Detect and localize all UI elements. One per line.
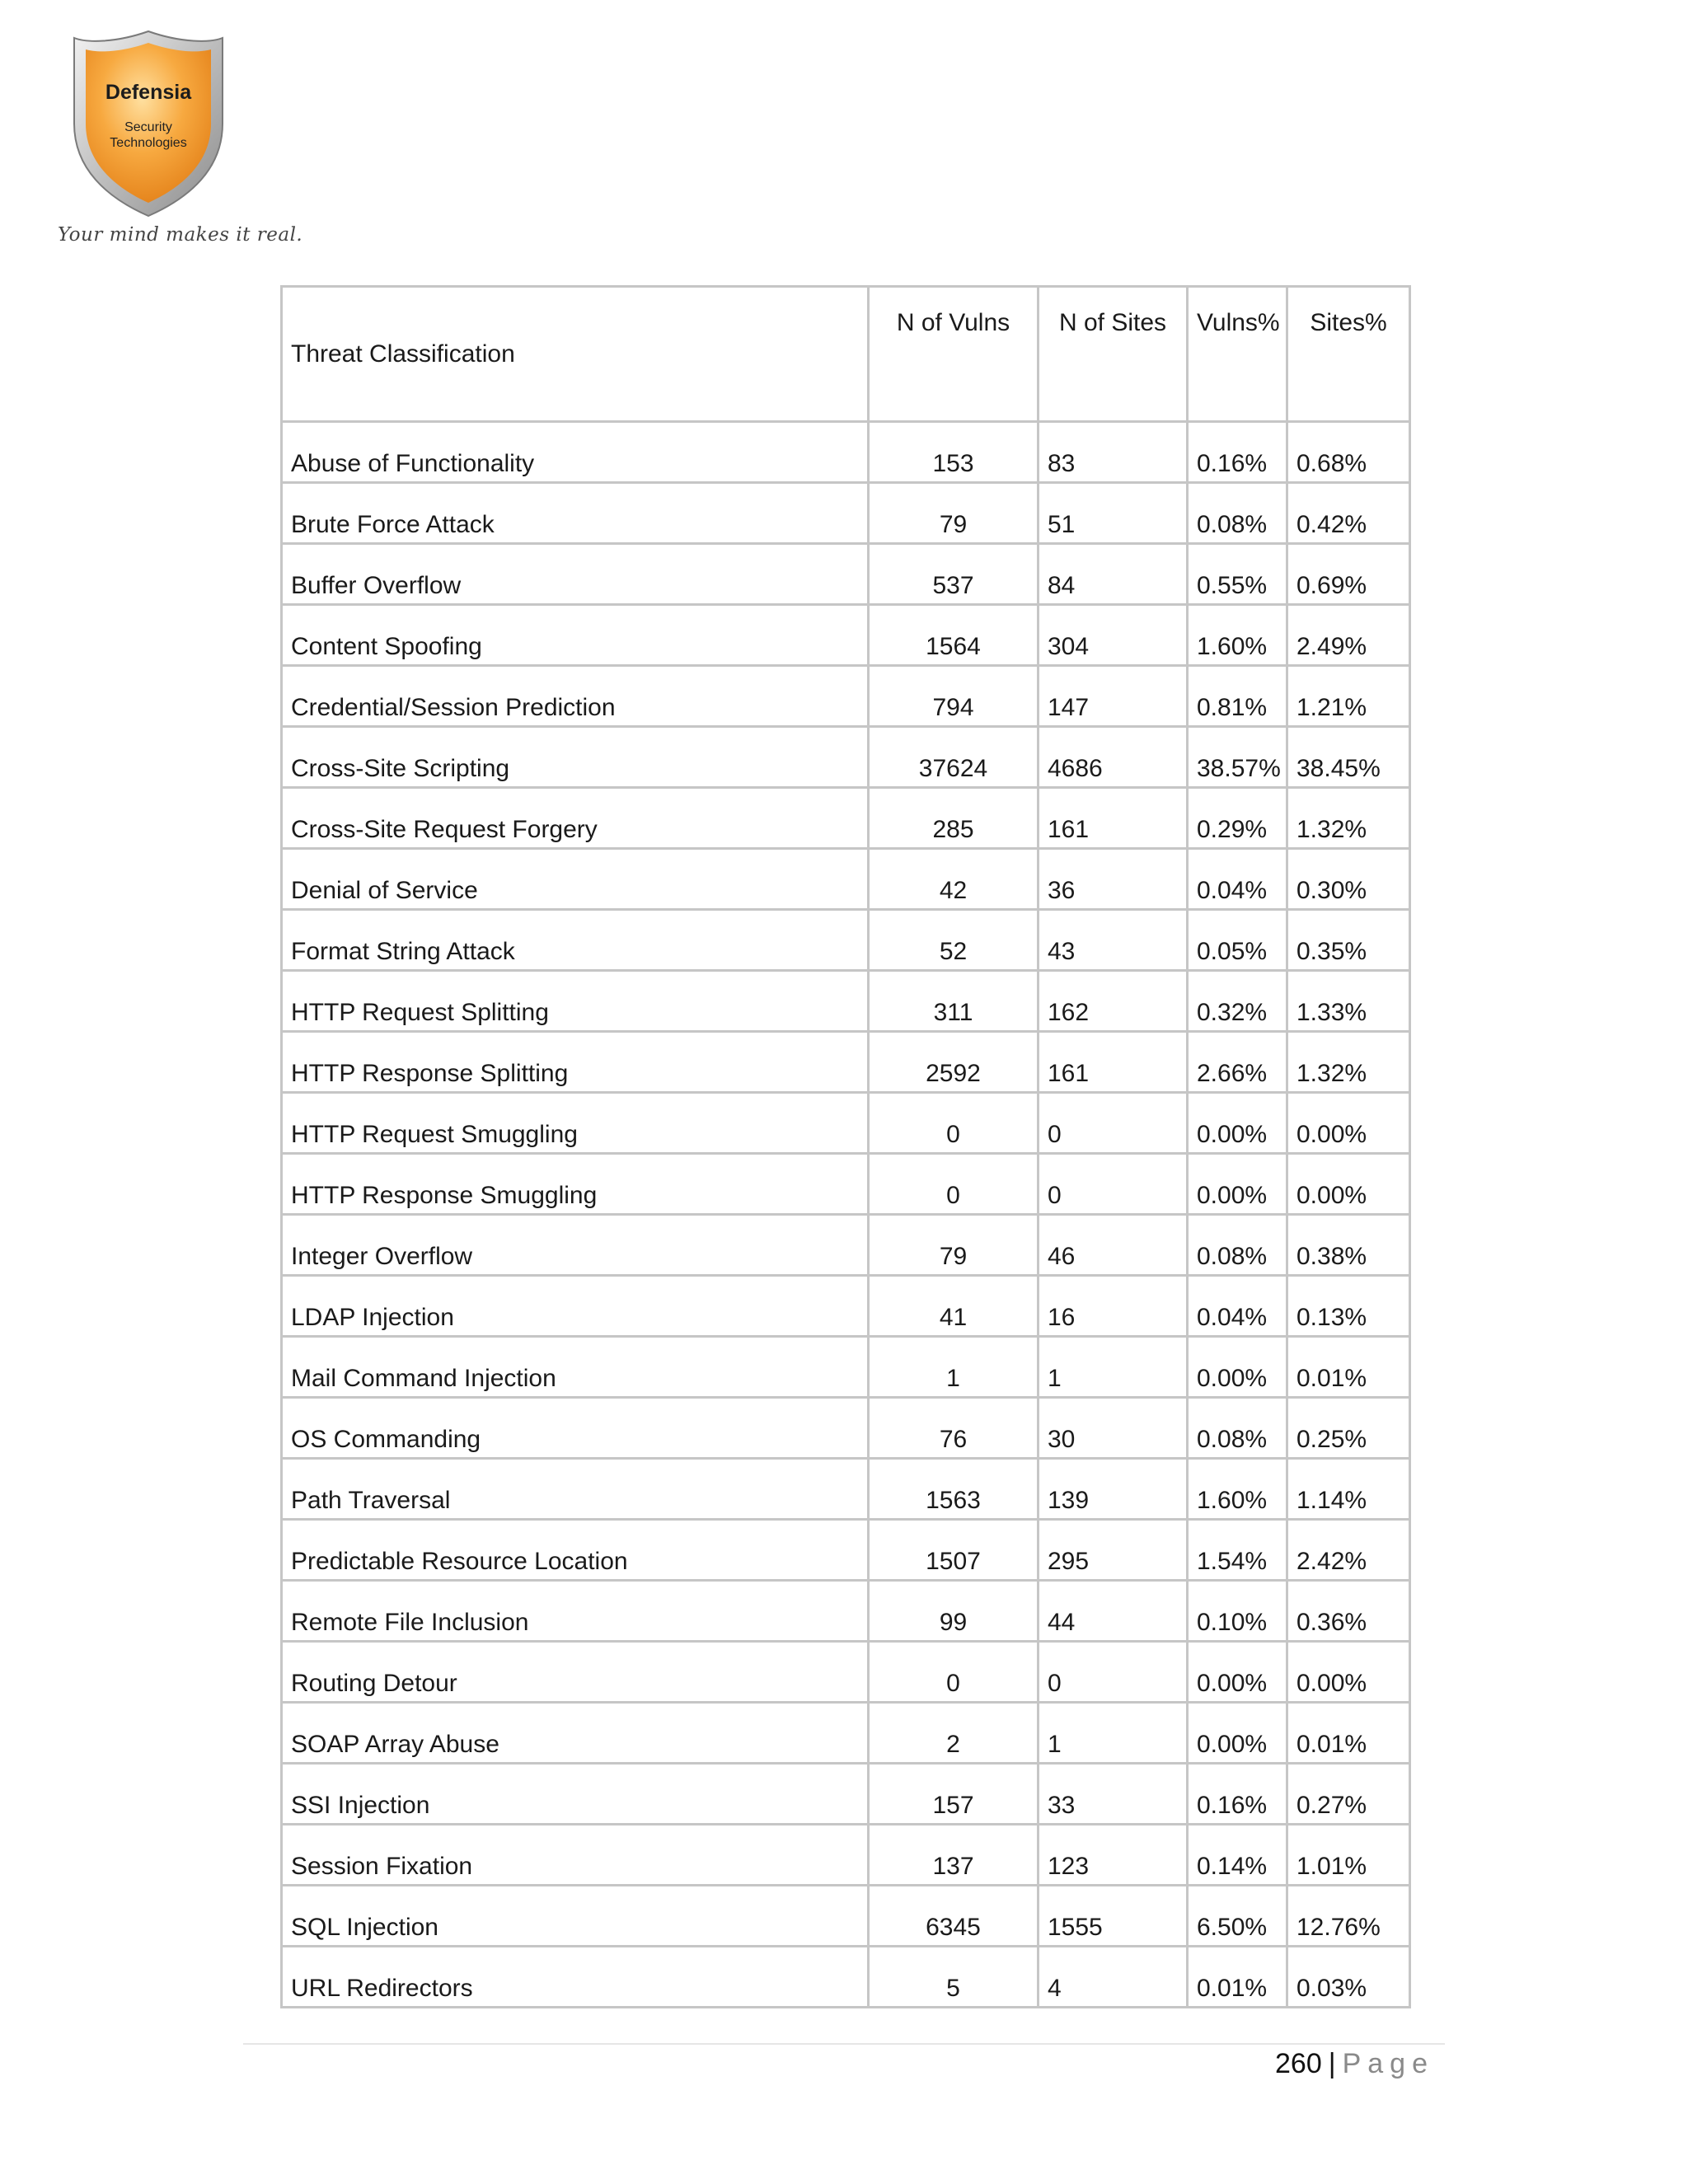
cell-vulns-pct: 2.66% [1188, 1032, 1287, 1093]
cell-n-of-vulns: 41 [869, 1276, 1039, 1337]
cell-vulns-pct: 1.60% [1188, 1459, 1287, 1520]
cell-vulns-pct: 0.05% [1188, 910, 1287, 971]
cell-sites-pct: 0.30% [1287, 849, 1410, 910]
cell-vulns-pct: 0.55% [1188, 544, 1287, 605]
cell-n-of-vulns: 0 [869, 1093, 1039, 1154]
cell-n-of-vulns: 37624 [869, 727, 1039, 788]
cell-n-of-vulns: 537 [869, 544, 1039, 605]
cell-sites-pct: 0.35% [1287, 910, 1410, 971]
cell-threat-name: Abuse of Functionality [282, 422, 869, 483]
table-row [282, 666, 1410, 727]
cell-sites-pct: 12.76% [1287, 1886, 1410, 1947]
table-row [282, 727, 1410, 788]
footer-divider [243, 2043, 1445, 2045]
cell-n-of-sites: 147 [1039, 666, 1188, 727]
cell-threat-name: Remote File Inclusion [282, 1581, 869, 1642]
cell-n-of-vulns: 1 [869, 1337, 1039, 1398]
cell-threat-name: Mail Command Injection [282, 1337, 869, 1398]
cell-n-of-sites: 139 [1039, 1459, 1188, 1520]
cell-vulns-pct: 0.00% [1188, 1703, 1287, 1764]
cell-threat-name: Format String Attack [282, 910, 869, 971]
cell-sites-pct: 38.45% [1287, 727, 1410, 788]
cell-sites-pct: 2.42% [1287, 1520, 1410, 1581]
cell-sites-pct: 0.36% [1287, 1581, 1410, 1642]
cell-vulns-pct: 0.04% [1188, 849, 1287, 910]
cell-n-of-vulns: 794 [869, 666, 1039, 727]
cell-n-of-vulns: 0 [869, 1154, 1039, 1215]
table-row [282, 1398, 1410, 1459]
cell-n-of-vulns: 2 [869, 1703, 1039, 1764]
cell-n-of-sites: 162 [1039, 971, 1188, 1032]
cell-sites-pct: 1.21% [1287, 666, 1410, 727]
cell-n-of-sites: 43 [1039, 910, 1188, 971]
logo-tagline: Your mind makes it real. [58, 224, 303, 246]
cell-vulns-pct: 1.54% [1188, 1520, 1287, 1581]
company-logo [58, 25, 303, 255]
table-row [282, 1276, 1410, 1337]
cell-threat-name: Predictable Resource Location [282, 1520, 869, 1581]
cell-vulns-pct: 0.08% [1188, 483, 1287, 544]
cell-n-of-sites: 44 [1039, 1581, 1188, 1642]
cell-n-of-sites: 1 [1039, 1337, 1188, 1398]
cell-vulns-pct: 0.08% [1188, 1398, 1287, 1459]
cell-vulns-pct: 0.81% [1188, 666, 1287, 727]
cell-n-of-sites: 304 [1039, 605, 1188, 666]
cell-sites-pct: 0.69% [1287, 544, 1410, 605]
page-label: Page [1342, 2048, 1434, 2079]
cell-n-of-vulns: 5 [869, 1947, 1039, 2008]
cell-threat-name: Content Spoofing [282, 605, 869, 666]
table-header-row [282, 287, 1410, 422]
cell-n-of-sites: 84 [1039, 544, 1188, 605]
cell-vulns-pct: 0.14% [1188, 1825, 1287, 1886]
cell-n-of-vulns: 6345 [869, 1886, 1039, 1947]
cell-vulns-pct: 0.32% [1188, 971, 1287, 1032]
cell-n-of-sites: 161 [1039, 1032, 1188, 1093]
table-row [282, 1337, 1410, 1398]
cell-n-of-sites: 33 [1039, 1764, 1188, 1825]
cell-vulns-pct: 0.08% [1188, 1215, 1287, 1276]
logo-name: Defensia [105, 81, 192, 104]
cell-n-of-vulns: 2592 [869, 1032, 1039, 1093]
cell-n-of-sites: 123 [1039, 1825, 1188, 1886]
cell-sites-pct: 0.13% [1287, 1276, 1410, 1337]
cell-sites-pct: 0.00% [1287, 1093, 1410, 1154]
cell-sites-pct: 1.32% [1287, 788, 1410, 849]
table-row [282, 1703, 1410, 1764]
table-row [282, 849, 1410, 910]
cell-threat-name: Credential/Session Prediction [282, 666, 869, 727]
cell-n-of-sites: 0 [1039, 1154, 1188, 1215]
table-row [282, 483, 1410, 544]
cell-threat-name: LDAP Injection [282, 1276, 869, 1337]
cell-vulns-pct: 38.57% [1188, 727, 1287, 788]
cell-n-of-vulns: 42 [869, 849, 1039, 910]
cell-n-of-sites: 83 [1039, 422, 1188, 483]
cell-n-of-sites: 51 [1039, 483, 1188, 544]
table-row [282, 1886, 1410, 1947]
table-row [282, 605, 1410, 666]
cell-n-of-vulns: 76 [869, 1398, 1039, 1459]
cell-sites-pct: 1.01% [1287, 1825, 1410, 1886]
cell-threat-name: Buffer Overflow [282, 544, 869, 605]
cell-n-of-vulns: 1507 [869, 1520, 1039, 1581]
cell-n-of-sites: 4686 [1039, 727, 1188, 788]
cell-threat-name: SOAP Array Abuse [282, 1703, 869, 1764]
cell-sites-pct: 0.38% [1287, 1215, 1410, 1276]
cell-threat-name: HTTP Request Splitting [282, 971, 869, 1032]
table-row [282, 1215, 1410, 1276]
cell-n-of-vulns: 52 [869, 910, 1039, 971]
header-vulns-pct: Vulns% [1188, 287, 1287, 422]
cell-threat-name: Path Traversal [282, 1459, 869, 1520]
cell-sites-pct: 1.33% [1287, 971, 1410, 1032]
cell-n-of-sites: 1 [1039, 1703, 1188, 1764]
header-n-of-vulns: N of Vulns [869, 287, 1039, 422]
cell-sites-pct: 0.01% [1287, 1337, 1410, 1398]
cell-vulns-pct: 0.00% [1188, 1093, 1287, 1154]
cell-threat-name: URL Redirectors [282, 1947, 869, 2008]
cell-vulns-pct: 0.16% [1188, 422, 1287, 483]
cell-sites-pct: 0.25% [1287, 1398, 1410, 1459]
table-row [282, 422, 1410, 483]
cell-threat-name: Brute Force Attack [282, 483, 869, 544]
cell-threat-name: HTTP Response Smuggling [282, 1154, 869, 1215]
cell-vulns-pct: 6.50% [1188, 1886, 1287, 1947]
table-row [282, 1032, 1410, 1093]
header-n-of-sites: N of Sites [1039, 287, 1188, 422]
cell-threat-name: OS Commanding [282, 1398, 869, 1459]
header-sites-pct: Sites% [1287, 287, 1410, 422]
table-row [282, 1154, 1410, 1215]
table-row [282, 1642, 1410, 1703]
threat-classification-table [280, 285, 1411, 2008]
cell-n-of-sites: 1555 [1039, 1886, 1188, 1947]
cell-threat-name: Cross-Site Scripting [282, 727, 869, 788]
cell-n-of-vulns: 79 [869, 483, 1039, 544]
cell-threat-name: Integer Overflow [282, 1215, 869, 1276]
table-row [282, 1764, 1410, 1825]
cell-sites-pct: 0.01% [1287, 1703, 1410, 1764]
cell-vulns-pct: 0.16% [1188, 1764, 1287, 1825]
cell-n-of-vulns: 137 [869, 1825, 1039, 1886]
cell-n-of-vulns: 1563 [869, 1459, 1039, 1520]
cell-n-of-sites: 46 [1039, 1215, 1188, 1276]
footer-separator: | [1328, 2048, 1336, 2079]
cell-sites-pct: 0.42% [1287, 483, 1410, 544]
cell-n-of-vulns: 285 [869, 788, 1039, 849]
cell-n-of-sites: 4 [1039, 1947, 1188, 2008]
header-threat-classification: Threat Classification [282, 287, 869, 422]
cell-n-of-sites: 36 [1039, 849, 1188, 910]
table-row [282, 1947, 1410, 2008]
cell-vulns-pct: 0.01% [1188, 1947, 1287, 2008]
cell-vulns-pct: 0.00% [1188, 1337, 1287, 1398]
cell-threat-name: Routing Detour [282, 1642, 869, 1703]
cell-sites-pct: 0.27% [1287, 1764, 1410, 1825]
logo-subtitle-2: Technologies [110, 136, 187, 150]
cell-threat-name: Denial of Service [282, 849, 869, 910]
cell-threat-name: HTTP Response Splitting [282, 1032, 869, 1093]
cell-vulns-pct: 0.00% [1188, 1642, 1287, 1703]
cell-vulns-pct: 0.10% [1188, 1581, 1287, 1642]
cell-sites-pct: 0.68% [1287, 422, 1410, 483]
cell-n-of-sites: 295 [1039, 1520, 1188, 1581]
table-row [282, 1520, 1410, 1581]
cell-n-of-sites: 0 [1039, 1642, 1188, 1703]
table-row [282, 788, 1410, 849]
cell-sites-pct: 0.00% [1287, 1154, 1410, 1215]
cell-n-of-vulns: 0 [869, 1642, 1039, 1703]
cell-sites-pct: 1.14% [1287, 1459, 1410, 1520]
cell-n-of-vulns: 99 [869, 1581, 1039, 1642]
cell-threat-name: HTTP Request Smuggling [282, 1093, 869, 1154]
cell-n-of-sites: 0 [1039, 1093, 1188, 1154]
table-row [282, 1581, 1410, 1642]
table-row [282, 1825, 1410, 1886]
cell-n-of-sites: 161 [1039, 788, 1188, 849]
cell-sites-pct: 0.00% [1287, 1642, 1410, 1703]
page-footer [1275, 2048, 1434, 2080]
cell-vulns-pct: 0.29% [1188, 788, 1287, 849]
cell-threat-name: SQL Injection [282, 1886, 869, 1947]
cell-sites-pct: 1.32% [1287, 1032, 1410, 1093]
cell-threat-name: SSI Injection [282, 1764, 869, 1825]
cell-n-of-sites: 16 [1039, 1276, 1188, 1337]
table-row [282, 1459, 1410, 1520]
cell-threat-name: Cross-Site Request Forgery [282, 788, 869, 849]
cell-n-of-vulns: 1564 [869, 605, 1039, 666]
table-row [282, 1093, 1410, 1154]
cell-n-of-vulns: 311 [869, 971, 1039, 1032]
cell-vulns-pct: 0.00% [1188, 1154, 1287, 1215]
table-row [282, 544, 1410, 605]
page-number: 260 [1275, 2048, 1322, 2079]
cell-vulns-pct: 1.60% [1188, 605, 1287, 666]
cell-n-of-sites: 30 [1039, 1398, 1188, 1459]
cell-threat-name: Session Fixation [282, 1825, 869, 1886]
cell-n-of-vulns: 157 [869, 1764, 1039, 1825]
table-row [282, 971, 1410, 1032]
cell-n-of-vulns: 153 [869, 422, 1039, 483]
cell-vulns-pct: 0.04% [1188, 1276, 1287, 1337]
cell-sites-pct: 2.49% [1287, 605, 1410, 666]
table-row [282, 910, 1410, 971]
cell-n-of-vulns: 79 [869, 1215, 1039, 1276]
logo-subtitle-1: Security [124, 120, 172, 134]
cell-sites-pct: 0.03% [1287, 1947, 1410, 2008]
